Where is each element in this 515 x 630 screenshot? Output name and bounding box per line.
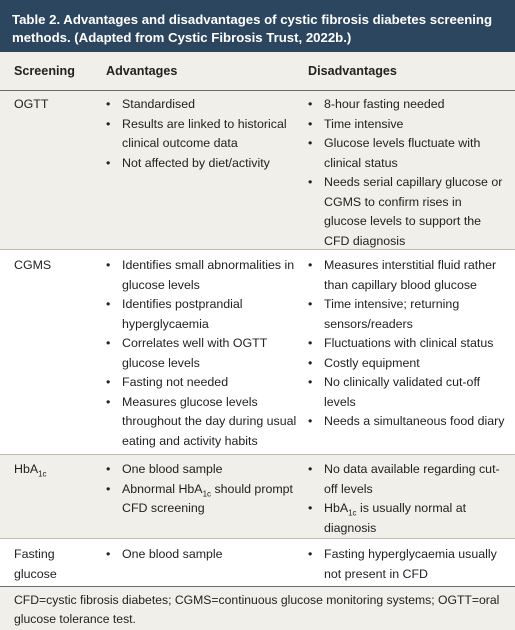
list-item: • Fasting not needed (106, 375, 229, 389)
advantages-list (106, 95, 304, 173)
list-item: • Fasting hyperglycaemia usually not present in CFD (308, 547, 497, 581)
disadvantages-list (308, 460, 507, 538)
list-item: • Needs a simultaneous food diary (308, 414, 505, 428)
table-row-hba1c (0, 455, 515, 539)
table-caption: Table 2. Advantages and disadvantages of cystic fibrosis diabetes screening methods. (Adapted from Cystic Fibrosis Trust, 2022b.) (0, 0, 515, 52)
screening-cell: Fasting glucose (14, 547, 57, 581)
disadvantages-list (308, 95, 507, 251)
list-item: • Needs serial capillary glucose or CGMS to confirm rises in glucose levels to support the CFD diagnosis (308, 175, 503, 248)
screening-table (0, 52, 515, 587)
list-item: • No clinically validated cut-off levels (308, 375, 481, 409)
list-item: • Identifies small abnormalities in glucose levels (106, 258, 295, 292)
list-item: • Time intensive; returning sensors/readers (308, 297, 460, 331)
list-item: • Measures glucose levels throughout the day during usual eating and activity habits (106, 394, 297, 448)
screening-cell: OGTT (14, 97, 49, 111)
list-item: • Abnormal HbA$_{1c}$ should prompt CFD screening (106, 481, 293, 515)
list-item: • Fluctuations with clinical status (308, 336, 494, 350)
screening-cell: CGMS (14, 258, 52, 272)
list-item: • Not affected by diet/activity (106, 155, 270, 170)
disadvantages-list (308, 256, 507, 432)
list-item: • One blood sample (106, 547, 223, 561)
list-item: • Correlates well with OGTT glucose levels (106, 336, 268, 370)
table-row-fasting-glucose (0, 539, 515, 587)
list-item: • No data available regarding cut-off levels (308, 462, 500, 496)
disadvantages-list (308, 545, 507, 584)
table-row-ogtt (0, 91, 515, 250)
list-item: • One blood sample (106, 462, 223, 476)
advantages-list (106, 460, 304, 519)
table-row-cgms (0, 250, 515, 455)
table-header-row (0, 52, 515, 91)
list-item: • Standardised (106, 97, 196, 111)
header-advantages: Advantages (106, 64, 178, 78)
list-item: • Glucose levels fluctuate with clinical status (308, 136, 481, 170)
header-disadvantages: Disadvantages (308, 64, 397, 78)
list-item: • Time intensive (308, 116, 404, 131)
table-footnote: CFD=cystic fibrosis diabetes; CGMS=continuous glucose monitoring systems; OGTT=oral glucose tolerance test. (0, 586, 515, 630)
header-screening: Screening (14, 64, 75, 78)
screening-cell: HbA$_{1c}$ (14, 462, 47, 479)
list-item: • 8-hour fasting needed (308, 97, 445, 111)
list-item: • Identifies postprandial hyperglycaemia (106, 297, 243, 331)
list-item: • HbA$_{1c}$ is usually normal at diagnosis (308, 501, 467, 535)
list-item: • Measures interstitial fluid rather than capillary blood glucose (308, 258, 497, 292)
list-item: • Results are linked to historical clinical outcome data (106, 116, 287, 150)
list-item: • Costly equipment (308, 355, 420, 370)
advantages-list (106, 545, 304, 565)
advantages-list (106, 256, 304, 451)
